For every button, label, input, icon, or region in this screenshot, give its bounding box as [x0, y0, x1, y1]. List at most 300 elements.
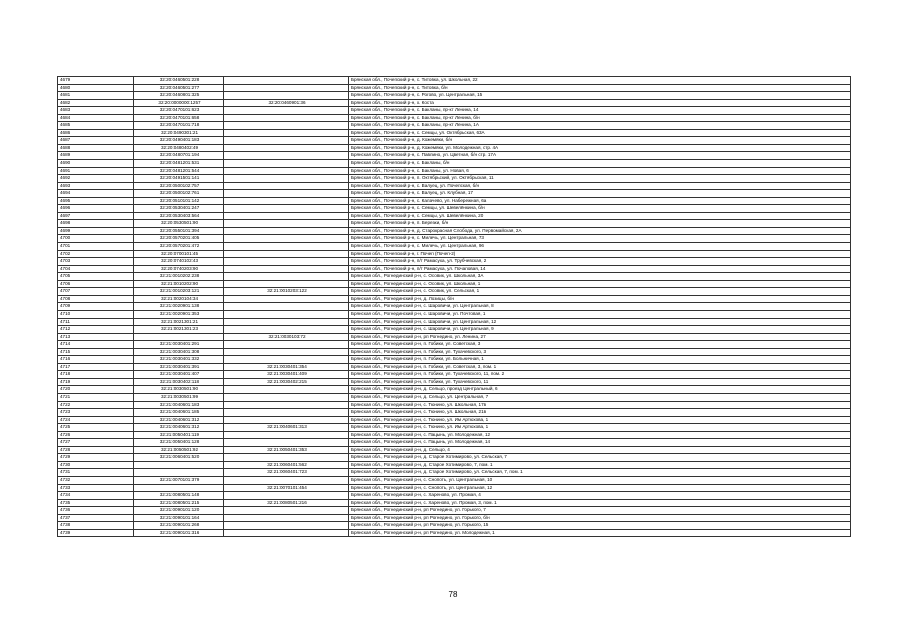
cadastral-number-cell: 32:20:0570201:405	[134, 235, 224, 243]
related-cadastral-number-cell: 32:21:0030103:72	[224, 333, 349, 341]
page-number: 78	[448, 590, 458, 599]
row-index-cell: 4728	[58, 446, 134, 454]
related-cadastral-number-cell	[224, 250, 349, 258]
related-cadastral-number-cell: 32:21:0050401:353	[224, 446, 349, 454]
row-index-cell: 4686	[58, 129, 134, 137]
row-index-cell: 4700	[58, 235, 134, 243]
row-index-cell: 4705	[58, 273, 134, 281]
cadastral-number-cell: 32:20:0490301:21	[134, 129, 224, 137]
cadastral-number-cell: 32:20:0510101:142	[134, 197, 224, 205]
table-row	[58, 393, 851, 401]
cadastral-number-cell: 32:20:0470101:718	[134, 122, 224, 130]
address-cell: Брянская обл., Почепский р-н, с. Милечь, ул. Центральная, 96	[349, 243, 851, 251]
row-index-cell: 4697	[58, 212, 134, 220]
address-cell: Брянская обл., Рогнединский р-н, д. Старое Хотимирово, 7, пом. 1	[349, 461, 851, 469]
row-index-cell: 4707	[58, 288, 134, 296]
table-row	[58, 416, 851, 424]
table-row	[58, 484, 851, 492]
address-cell: Брянская обл., Почепский р-н, с. Калачево, ул. Набережная, 6а	[349, 197, 851, 205]
row-index-cell: 4698	[58, 220, 134, 228]
related-cadastral-number-cell	[224, 439, 349, 447]
address-cell: Брянская обл., Рогнединский р-н, с. Осовик, ул. Школьная, 3А	[349, 273, 851, 281]
row-index-cell: 4731	[58, 469, 134, 477]
row-index-cell: 4679	[58, 77, 134, 85]
row-index-cell: 4722	[58, 401, 134, 409]
related-cadastral-number-cell	[224, 326, 349, 334]
table-row	[58, 99, 851, 107]
cadastral-number-cell: 32:21:0020901:138	[134, 303, 224, 311]
table-row	[58, 514, 851, 522]
related-cadastral-number-cell	[224, 393, 349, 401]
row-index-cell: 4721	[58, 393, 134, 401]
table-row	[58, 175, 851, 183]
address-cell: Брянская обл., Рогнединский р-н, с. Пацынь, ул. Молодежная, 12	[349, 431, 851, 439]
related-cadastral-number-cell	[224, 310, 349, 318]
related-cadastral-number-cell	[224, 182, 349, 190]
address-cell: Брянская обл., Рогнединский р-н, с. Снопоть, ул. Центральная, 10	[349, 476, 851, 484]
cadastral-number-cell	[134, 469, 224, 477]
address-cell: Брянская обл., Почепский р-н, с. Валуец, ул. Почепская, б/н	[349, 182, 851, 190]
related-cadastral-number-cell	[224, 303, 349, 311]
related-cadastral-number-cell	[224, 258, 349, 266]
row-index-cell: 4681	[58, 92, 134, 100]
table-row	[58, 280, 851, 288]
table-row	[58, 341, 851, 349]
row-index-cell: 4711	[58, 318, 134, 326]
related-cadastral-number-cell	[224, 243, 349, 251]
row-index-cell: 4684	[58, 114, 134, 122]
row-index-cell: 4739	[58, 529, 134, 537]
table-row	[58, 288, 851, 296]
cadastral-number-cell: 32:20:0491501:141	[134, 175, 224, 183]
address-cell: Брянская обл., Рогнединский р-н, с. Осовик, ул. Сельская, 1	[349, 288, 851, 296]
table-row	[58, 439, 851, 447]
table-row	[58, 492, 851, 500]
cadastral-number-cell: 32:20:0480701:194	[134, 152, 224, 160]
row-index-cell: 4720	[58, 386, 134, 394]
address-cell: Брянская обл., Почепский р-н, п. Березки, б/н	[349, 220, 851, 228]
row-index-cell: 4694	[58, 190, 134, 198]
table-row	[58, 77, 851, 85]
table-row	[58, 446, 851, 454]
cadastral-number-cell: 32:20:0500102:757	[134, 182, 224, 190]
related-cadastral-number-cell	[224, 522, 349, 530]
table-row	[58, 122, 851, 130]
related-cadastral-number-cell	[224, 84, 349, 92]
row-index-cell: 4726	[58, 431, 134, 439]
table-row	[58, 401, 851, 409]
related-cadastral-number-cell: 32:21:0060401:723	[224, 469, 349, 477]
table-row	[58, 454, 851, 462]
address-cell: Брянская обл., Почепский р-н, п/т Рамасуха, ул. Трубчевская, 2	[349, 258, 851, 266]
address-cell: Брянская обл., Рогнединский р-н, рп Рогнедино, ул. Ленина, 27	[349, 333, 851, 341]
row-index-cell: 4732	[58, 476, 134, 484]
related-cadastral-number-cell: 32:21:0060401:562	[224, 461, 349, 469]
row-index-cell: 4718	[58, 371, 134, 379]
cadastral-number-cell: 32:20:0740102:43	[134, 258, 224, 266]
address-cell: Брянская обл., Рогнединский р-н, п. Гобики, ул. Советская, 3, пом. 1	[349, 363, 851, 371]
table-row	[58, 167, 851, 175]
row-index-cell: 4712	[58, 326, 134, 334]
cadastral-number-cell: 32:21:0030401:391	[134, 363, 224, 371]
row-index-cell: 4689	[58, 152, 134, 160]
row-index-cell: 4730	[58, 461, 134, 469]
table-row	[58, 310, 851, 318]
address-cell: Брянская обл., Рогнединский р-н, с. Хареново, ул. Промая, 4	[349, 492, 851, 500]
cadastral-number-cell: 32:21:0090101:120	[134, 507, 224, 515]
cadastral-number-cell: 32:20:0470101:658	[134, 114, 224, 122]
table-body	[58, 77, 851, 537]
related-cadastral-number-cell	[224, 122, 349, 130]
row-index-cell: 4692	[58, 175, 134, 183]
table-row	[58, 84, 851, 92]
table-row	[58, 318, 851, 326]
cadastral-number-cell: 32:21:0010202:238	[134, 273, 224, 281]
address-cell: Брянская обл., Почепский р-н, с. Рогово, ул. Центральная, 15	[349, 92, 851, 100]
row-index-cell: 4695	[58, 197, 134, 205]
related-cadastral-number-cell	[224, 492, 349, 500]
related-cadastral-number-cell	[224, 431, 349, 439]
row-index-cell: 4704	[58, 265, 134, 273]
row-index-cell: 4690	[58, 160, 134, 168]
address-cell: Брянская обл., Рогнединский р-н, п. Гобики, ул. Тухачевского, 3	[349, 348, 851, 356]
address-cell: Брянская обл., Рогнединский р-н, п. Гобики, ул. Больничная, 1	[349, 356, 851, 364]
cadastral-register-table	[57, 76, 851, 537]
related-cadastral-number-cell	[224, 476, 349, 484]
address-cell: Брянская обл., Рогнединский р-н, с. Шаровичи, ул. Центральная, 9	[349, 326, 851, 334]
row-index-cell: 4702	[58, 250, 134, 258]
row-index-cell: 4682	[58, 99, 134, 107]
row-index-cell: 4687	[58, 137, 134, 145]
table-row	[58, 326, 851, 334]
address-cell: Брянская обл., Рогнединский р-н, д. Старое Хотимирово, ул. Сельская, 7	[349, 454, 851, 462]
related-cadastral-number-cell	[224, 401, 349, 409]
address-cell: Брянская обл., Рогнединский р-н, рп Рогнедино, ул. Горького, б/н	[349, 514, 851, 522]
row-index-cell: 4714	[58, 341, 134, 349]
cadastral-number-cell	[134, 484, 224, 492]
row-index-cell: 4701	[58, 243, 134, 251]
cadastral-number-cell: 32:20:0550101:394	[134, 227, 224, 235]
table-row	[58, 522, 851, 530]
cadastral-number-cell: 32:21:0050501:92	[134, 446, 224, 454]
row-index-cell: 4733	[58, 484, 134, 492]
cadastral-number-cell: 32:21:0020901:353	[134, 310, 224, 318]
related-cadastral-number-cell: 32:20:0460901:36	[224, 99, 349, 107]
row-index-cell: 4699	[58, 227, 134, 235]
related-cadastral-number-cell	[224, 273, 349, 281]
row-index-cell: 4734	[58, 492, 134, 500]
table-row	[58, 461, 851, 469]
related-cadastral-number-cell	[224, 409, 349, 417]
address-cell: Брянская обл., Почепский р-н, с. Валуец, ул. Клубная, 17	[349, 190, 851, 198]
row-index-cell: 4716	[58, 356, 134, 364]
address-cell: Брянская обл., Почепский р-н, д. Кожемяки, ул. Молодежная, стр. 4А	[349, 144, 851, 152]
related-cadastral-number-cell	[224, 114, 349, 122]
cadastral-number-cell: 32:21:0050401:119	[134, 431, 224, 439]
address-cell: Брянская обл., Почепский р-н, с. Титовка, б/н	[349, 84, 851, 92]
table-row	[58, 205, 851, 213]
related-cadastral-number-cell	[224, 265, 349, 273]
cadastral-number-cell: 32:20:0000000:1257	[134, 99, 224, 107]
cadastral-number-cell: 32:21:0060401:520	[134, 454, 224, 462]
row-index-cell: 4693	[58, 182, 134, 190]
row-index-cell: 4710	[58, 310, 134, 318]
row-index-cell: 4736	[58, 507, 134, 515]
cadastral-number-cell: 32:20:0481201:544	[134, 167, 224, 175]
row-index-cell: 4719	[58, 378, 134, 386]
address-cell: Брянская обл., Почепский р-н, с. Бакланы, ул. Новая, 6	[349, 167, 851, 175]
row-index-cell: 4727	[58, 439, 134, 447]
row-index-cell: 4691	[58, 167, 134, 175]
table-row	[58, 235, 851, 243]
cadastral-number-cell: 32:20:0570201:472	[134, 243, 224, 251]
address-cell: Брянская обл., Рогнединский р-н, д. Сельцо, ул. Центральная, 7	[349, 393, 851, 401]
cadastral-number-cell: 32:20:0500102:761	[134, 190, 224, 198]
cadastral-number-cell: 32:21:0080501:215	[134, 499, 224, 507]
address-cell: Брянская обл., Рогнединский р-н, с. Шаровичи, ул. Почтовая, 1	[349, 310, 851, 318]
related-cadastral-number-cell	[224, 514, 349, 522]
table-row	[58, 378, 851, 386]
cadastral-number-cell: 32:21:0090101:316	[134, 529, 224, 537]
table-row	[58, 250, 851, 258]
related-cadastral-number-cell	[224, 280, 349, 288]
cadastral-number-cell: 32:21:0070101:379	[134, 476, 224, 484]
address-cell: Брянская обл., Рогнединский р-н, рп Рогнедино, ул. Молодежная, 1	[349, 529, 851, 537]
related-cadastral-number-cell	[224, 295, 349, 303]
address-cell: Брянская обл., Рогнединский р-н, д. Сельцо, 4	[349, 446, 851, 454]
address-cell: Брянская обл., Рогнединский р-н, с. Тюнино, ул. Школьная, 21в	[349, 409, 851, 417]
related-cadastral-number-cell	[224, 220, 349, 228]
address-cell: Брянская обл., Почепский р-н, п. Октябрьский, ул. Октябрьская, 11	[349, 175, 851, 183]
table-row	[58, 227, 851, 235]
cadastral-number-cell: 32:20:0481201:531	[134, 160, 224, 168]
row-index-cell: 4729	[58, 454, 134, 462]
address-cell: Брянская обл., Рогнединский р-н, с. Тюнино, ул. Им Артюхова, 1	[349, 424, 851, 432]
table-row	[58, 469, 851, 477]
related-cadastral-number-cell	[224, 212, 349, 220]
related-cadastral-number-cell: 32:21:0070101:454	[224, 484, 349, 492]
cadastral-number-cell: 32:21:0030402:118	[134, 378, 224, 386]
related-cadastral-number-cell	[224, 507, 349, 515]
cadastral-number-cell: 32:20:0480402:49	[134, 144, 224, 152]
cadastral-number-cell: 32:21:0050401:128	[134, 439, 224, 447]
table-row	[58, 190, 851, 198]
row-index-cell: 4703	[58, 258, 134, 266]
cadastral-number-cell	[134, 461, 224, 469]
row-index-cell: 4737	[58, 514, 134, 522]
table-row	[58, 197, 851, 205]
related-cadastral-number-cell	[224, 197, 349, 205]
cadastral-number-cell: 32:21:0040601:312	[134, 416, 224, 424]
row-index-cell: 4723	[58, 409, 134, 417]
cadastral-number-cell: 32:21:0080501:148	[134, 492, 224, 500]
related-cadastral-number-cell	[224, 152, 349, 160]
address-cell: Брянская обл., Рогнединский р-н, д. Сельцо, проезд Центральный, 6	[349, 386, 851, 394]
address-cell: Брянская обл., Почепский р-н, г. Почеп (Почеп-2)	[349, 250, 851, 258]
cadastral-number-cell	[134, 333, 224, 341]
related-cadastral-number-cell: 32:21:0010203:122	[224, 288, 349, 296]
cadastral-number-cell: 32:21:0090101:268	[134, 522, 224, 530]
row-index-cell: 4683	[58, 107, 134, 115]
table-row	[58, 424, 851, 432]
related-cadastral-number-cell: 32:21:0030401:354	[224, 363, 349, 371]
table-row	[58, 160, 851, 168]
related-cadastral-number-cell	[224, 318, 349, 326]
cadastral-number-cell: 32:20:0460801:325	[134, 92, 224, 100]
related-cadastral-number-cell	[224, 144, 349, 152]
table-row	[58, 258, 851, 266]
cadastral-number-cell: 32:21:0030501:99	[134, 393, 224, 401]
table-row	[58, 265, 851, 273]
address-cell: Брянская обл., Почепский р-н, с. Павлино, ул. Цветная, б/н стр. 17А	[349, 152, 851, 160]
address-cell: Брянская обл., Почепский р-н, д. Кожемяки, б/н	[349, 137, 851, 145]
cadastral-number-cell: 32:21:0010203:121	[134, 288, 224, 296]
address-cell: Брянская обл., Почепский р-н, с. Милечь, ул. Центральная, 73	[349, 235, 851, 243]
address-cell: Брянская обл., Почепский р-н, с. Семцы, ул. Октябрьская, 63А	[349, 129, 851, 137]
related-cadastral-number-cell	[224, 160, 349, 168]
row-index-cell: 4738	[58, 522, 134, 530]
cadastral-number-cell: 32:20:0700101:45	[134, 250, 224, 258]
address-cell: Брянская обл., Рогнединский р-н, д. Старое Хотимирово, ул. Сельская, 7, пом. 1	[349, 469, 851, 477]
table-row	[58, 273, 851, 281]
address-cell: Брянская обл., Рогнединский р-н, п. Гобики, ул. Тухачевского, 11, пом. 2	[349, 371, 851, 379]
row-index-cell: 4706	[58, 280, 134, 288]
related-cadastral-number-cell	[224, 386, 349, 394]
address-cell: Брянская обл., Рогнединский р-н, с. Тюнино, ул. Им Артюхова, 1	[349, 416, 851, 424]
address-cell: Брянская обл., Рогнединский р-н, д. Лозицы, б/н	[349, 295, 851, 303]
related-cadastral-number-cell	[224, 107, 349, 115]
row-index-cell: 4717	[58, 363, 134, 371]
table-row	[58, 409, 851, 417]
address-cell: Брянская обл., Почепский р-н, д. Старокрасная Слобода, ул. Первомайская, 2А	[349, 227, 851, 235]
row-index-cell: 4713	[58, 333, 134, 341]
related-cadastral-number-cell	[224, 175, 349, 183]
related-cadastral-number-cell: 32:21:0030401:409	[224, 371, 349, 379]
table-row	[58, 303, 851, 311]
address-cell: Брянская обл., Почепский р-н, с. Титовка, ул. Школьная, 22	[349, 77, 851, 85]
cadastral-number-cell: 32:21:0090101:164	[134, 514, 224, 522]
related-cadastral-number-cell	[224, 454, 349, 462]
address-cell: Брянская обл., Рогнединский р-н, с. Хареново, ул. Промая, 3, пом. 1	[349, 499, 851, 507]
table-row	[58, 107, 851, 115]
table-row	[58, 137, 851, 145]
cadastral-number-cell: 32:21:0030401:332	[134, 356, 224, 364]
table-row	[58, 529, 851, 537]
cadastral-number-cell: 32:20:0530403:564	[134, 212, 224, 220]
table-row	[58, 92, 851, 100]
related-cadastral-number-cell	[224, 356, 349, 364]
address-cell: Брянская обл., Рогнединский р-н, с. Осовик, ул. Школьная, 1	[349, 280, 851, 288]
table-row	[58, 386, 851, 394]
row-index-cell: 4680	[58, 84, 134, 92]
cadastral-number-cell: 32:20:0740203:90	[134, 265, 224, 273]
related-cadastral-number-cell	[224, 129, 349, 137]
related-cadastral-number-cell	[224, 235, 349, 243]
table-row	[58, 348, 851, 356]
address-cell: Брянская обл., Почепский р-н, п/т Рамасуха, ул. Почаповая, 14	[349, 265, 851, 273]
related-cadastral-number-cell	[224, 529, 349, 537]
address-cell: Брянская обл., Почепский р-н, с. Бакланы, пр-кт Ленина, б/н	[349, 114, 851, 122]
address-cell: Брянская обл., Рогнединский р-н, п. Гобики, ул. Тухачевского, 11	[349, 378, 851, 386]
address-cell: Брянская обл., Почепский р-н, с. Семцы, ул. Шевелёнкина, 20	[349, 212, 851, 220]
table-row	[58, 295, 851, 303]
cadastral-number-cell: 32:21:0020104:34	[134, 295, 224, 303]
address-cell: Брянская обл., Рогнединский р-н, рп Рогнедино, ул. Горького, 15	[349, 522, 851, 530]
related-cadastral-number-cell	[224, 205, 349, 213]
related-cadastral-number-cell: 32:21:0030402:215	[224, 378, 349, 386]
related-cadastral-number-cell	[224, 227, 349, 235]
table-row	[58, 129, 851, 137]
row-index-cell: 4724	[58, 416, 134, 424]
address-cell: Брянская обл., Рогнединский р-н, п. Гобики, ул. Советская, 3	[349, 341, 851, 349]
related-cadastral-number-cell	[224, 416, 349, 424]
cadastral-number-cell: 32:20:0460501:277	[134, 84, 224, 92]
row-index-cell: 4715	[58, 348, 134, 356]
table-row	[58, 431, 851, 439]
address-cell: Брянская обл., Почепский р-н, х. Коста	[349, 99, 851, 107]
cadastral-number-cell: 32:20:0470101:623	[134, 107, 224, 115]
row-index-cell: 4735	[58, 499, 134, 507]
table-row	[58, 363, 851, 371]
cadastral-number-cell: 32:21:0030401:407	[134, 371, 224, 379]
address-cell: Брянская обл., Рогнединский р-н, с. Шаровичи, ул. Центральная, 8	[349, 303, 851, 311]
cadastral-number-cell: 32:21:0010202:90	[134, 280, 224, 288]
related-cadastral-number-cell: 32:21:0080501:216	[224, 499, 349, 507]
cadastral-number-cell: 32:21:0040601:183	[134, 401, 224, 409]
table-row	[58, 371, 851, 379]
row-index-cell: 4708	[58, 295, 134, 303]
related-cadastral-number-cell	[224, 137, 349, 145]
row-index-cell: 4709	[58, 303, 134, 311]
table-row	[58, 212, 851, 220]
table-row	[58, 507, 851, 515]
address-cell: Брянская обл., Почепский р-н, с. Бакланы, пр-кт Ленина, 1А	[349, 122, 851, 130]
related-cadastral-number-cell	[224, 341, 349, 349]
table-row	[58, 243, 851, 251]
table-row	[58, 114, 851, 122]
table-row	[58, 356, 851, 364]
cadastral-number-cell: 32:21:0021301:21	[134, 318, 224, 326]
table-row	[58, 152, 851, 160]
table-row	[58, 182, 851, 190]
cadastral-number-cell: 32:21:0030401:308	[134, 348, 224, 356]
row-index-cell: 4725	[58, 424, 134, 432]
address-cell: Брянская обл., Почепский р-н, с. Бакланы, б/н	[349, 160, 851, 168]
related-cadastral-number-cell	[224, 190, 349, 198]
table-row	[58, 499, 851, 507]
address-cell: Брянская обл., Рогнединский р-н, с. Шаровичи, ул. Центральная, 12	[349, 318, 851, 326]
row-index-cell: 4696	[58, 205, 134, 213]
cadastral-number-cell: 32:21:0030401:291	[134, 341, 224, 349]
cadastral-number-cell: 32:21:0021301:23	[134, 326, 224, 334]
address-cell: Брянская обл., Рогнединский р-н, с. Снопоть, ул. Центральная, 12	[349, 484, 851, 492]
cadastral-number-cell: 32:21:0040601:312	[134, 424, 224, 432]
related-cadastral-number-cell	[224, 92, 349, 100]
address-cell: Брянская обл., Рогнединский р-н, с. Тюнино, ул. Школьная, 17в	[349, 401, 851, 409]
table-row	[58, 476, 851, 484]
related-cadastral-number-cell	[224, 77, 349, 85]
table-row	[58, 144, 851, 152]
table-row	[58, 333, 851, 341]
cadastral-number-cell: 32:20:0530401:247	[134, 205, 224, 213]
address-cell: Брянская обл., Рогнединский р-н, рп Рогнедино, ул. Горького, 7	[349, 507, 851, 515]
address-cell: Брянская обл., Почепский р-н, с. Семцы, ул. Шевелёнкина, б/н	[349, 205, 851, 213]
cadastral-number-cell: 32:20:0530501:90	[134, 220, 224, 228]
row-index-cell: 4685	[58, 122, 134, 130]
related-cadastral-number-cell	[224, 167, 349, 175]
cadastral-number-cell: 32:20:0490401:183	[134, 137, 224, 145]
related-cadastral-number-cell	[224, 348, 349, 356]
